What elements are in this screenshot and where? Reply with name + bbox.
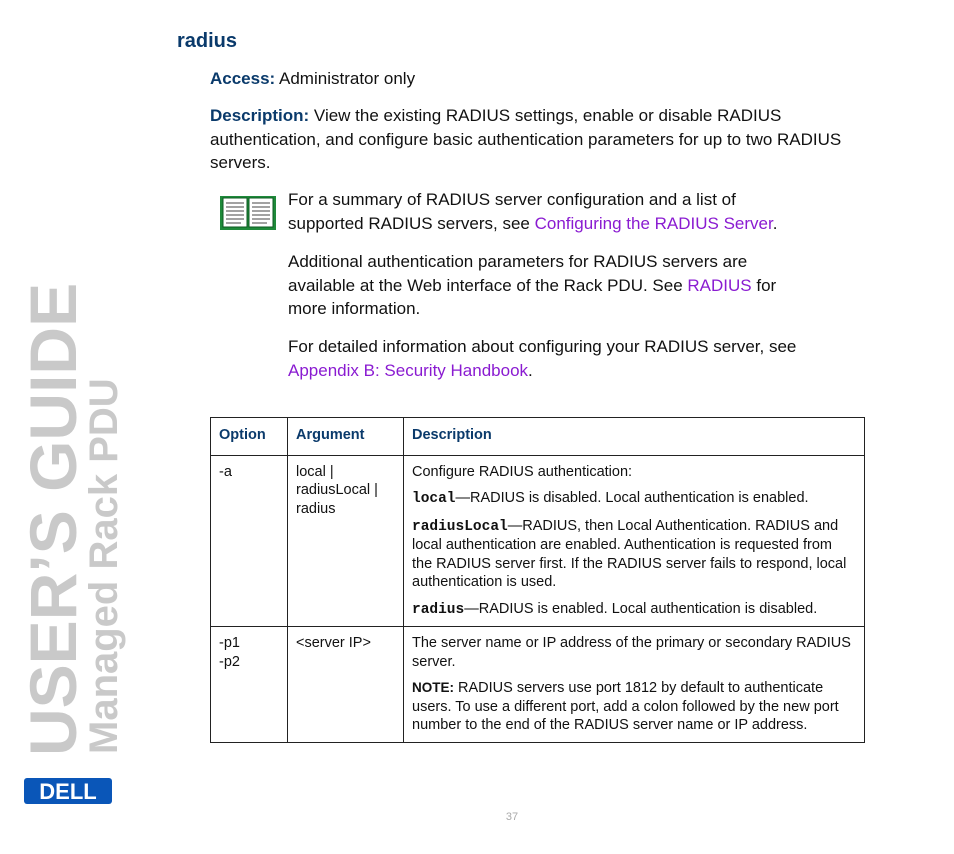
dell-logo <box>24 776 112 806</box>
note-additional-params <box>288 250 808 321</box>
link-appendix-b[interactable]: Appendix B: Security Handbook <box>288 360 529 380</box>
cell-argument: local | radiusLocal | radius <box>288 455 404 627</box>
note-additional-end: for more information. <box>288 275 777 318</box>
side-title-guide: USER’S GUIDE <box>16 282 90 756</box>
description-label: Description: <box>210 106 310 125</box>
option-p1: -p1 <box>219 635 240 651</box>
table-row <box>211 455 865 627</box>
note-detailed-text: For detailed information about configuring your RADIUS server, see <box>288 337 797 356</box>
access-label: Access: <box>210 69 276 88</box>
header-argument: Argument <box>288 418 404 456</box>
desc-radius-text: —RADIUS is enabled. Local authentication is disabled. <box>464 600 818 617</box>
desc-radiuslocal-text: —RADIUS, then Local Authentication. RADIUS and local authentication are enabled. Authentication is requested from the RADIUS server first. If the RADIUS server fails to respond, local authentication is used. <box>412 517 847 590</box>
note-label: NOTE: <box>412 680 454 695</box>
cell-option: -a <box>211 455 288 627</box>
note-detailed-end: . <box>528 360 533 380</box>
header-description: Description <box>404 418 865 456</box>
page-number: 37 <box>505 811 519 823</box>
access-text: Administrator only <box>279 69 416 88</box>
section-heading: radius <box>177 30 238 52</box>
desc-item-radius <box>412 600 856 620</box>
code-local: local <box>412 491 456 507</box>
code-radius: radius <box>412 601 465 618</box>
desc-intro: Configure RADIUS authentication: <box>412 463 633 480</box>
cell-argument: <server IP> <box>288 627 404 743</box>
description-paragraph <box>210 104 890 175</box>
cell-option <box>211 627 288 743</box>
book-icon <box>219 194 277 232</box>
note-detailed-info <box>288 335 808 382</box>
desc-note <box>412 679 856 735</box>
note-summary-end: . <box>772 213 778 233</box>
options-table <box>210 417 865 743</box>
link-radius[interactable]: RADIUS <box>687 275 752 295</box>
side-title-product: Managed Rack PDU <box>82 378 126 754</box>
option-p2: -p2 <box>219 653 240 670</box>
description-text: View the existing RADIUS settings, enable or disable RADIUS authentication, and configure basic authentication parameters for up to two RADIUS servers. <box>210 106 842 172</box>
note-additional-text: Additional authentication parameters for RADIUS servers are available at the Web interface of the Rack PDU. See <box>288 252 748 295</box>
cell-description <box>404 627 865 743</box>
link-configuring-radius-server[interactable]: Configuring the RADIUS Server <box>534 213 773 233</box>
cell-description <box>404 455 865 627</box>
note-summary <box>288 188 808 235</box>
desc-local-text: —RADIUS is disabled. Local authentication is enabled. <box>455 490 809 506</box>
access-line <box>210 67 890 91</box>
desc-item-radiuslocal <box>412 517 856 592</box>
code-radiuslocal: radiusLocal <box>412 518 508 535</box>
table-header-row <box>211 418 865 456</box>
table-row <box>211 627 865 743</box>
side-title <box>16 282 126 756</box>
desc-server: The server name or IP address of the primary or secondary RADIUS server. <box>412 635 851 670</box>
header-option: Option <box>211 418 288 456</box>
note-summary-text: For a summary of RADIUS server configuration and a list of supported RADIUS servers, see <box>288 190 736 233</box>
dell-logo-text: DELL <box>39 779 97 804</box>
note-text: RADIUS servers use port 1812 by default to authenticate users. To use a different port, add a colon followed by the new port number to the end of the RADIUS server name or IP address. <box>412 680 839 733</box>
desc-item-local <box>412 489 856 509</box>
